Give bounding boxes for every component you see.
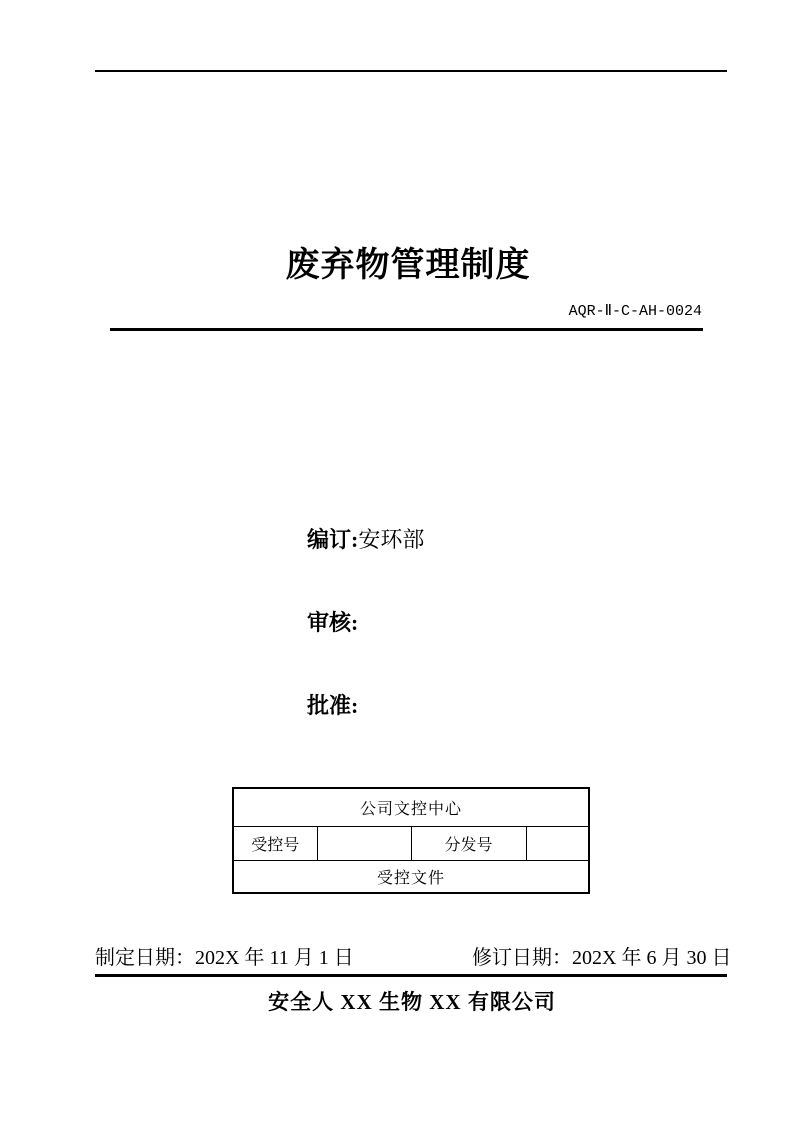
controlled-no-label-cell: 受控号 — [233, 827, 317, 861]
field-row-reviewed-by — [307, 610, 358, 635]
footer-rule — [95, 974, 727, 977]
revised-date: 修订日期：202X 年 6 月 30 日 — [472, 947, 732, 969]
field-row-compiled-by — [307, 527, 424, 552]
field-row-approved-by — [307, 693, 358, 718]
reviewed-by-label: 审核: — [307, 610, 359, 635]
page-title: 废弃物管理制度 — [285, 247, 531, 284]
company-name: 安全人 XX 生物 XX 有限公司 — [268, 990, 556, 1014]
controlled-document-cell: 受控文件 — [233, 861, 589, 894]
created-date: 制定日期：202X 年 11 月 1 日 — [95, 947, 354, 969]
compiled-by-label: 编订: — [307, 527, 359, 552]
document-control-table — [232, 787, 590, 894]
control-center-cell: 公司文控中心 — [233, 788, 589, 827]
header-rule — [95, 70, 727, 72]
distribution-no-label-cell: 分发号 — [411, 827, 526, 861]
control-table-numbers-row — [233, 827, 589, 861]
title-underline-rule — [110, 328, 703, 331]
distribution-no-value-cell — [526, 827, 589, 861]
doc-number: AQR-Ⅱ-C-AH-0024 — [568, 303, 702, 320]
control-table-header-row — [233, 788, 589, 827]
approved-by-label: 批准: — [307, 693, 359, 718]
control-table-footer-row — [233, 861, 589, 894]
compiled-by-value: 安环部 — [358, 527, 425, 552]
controlled-no-value-cell — [317, 827, 411, 861]
